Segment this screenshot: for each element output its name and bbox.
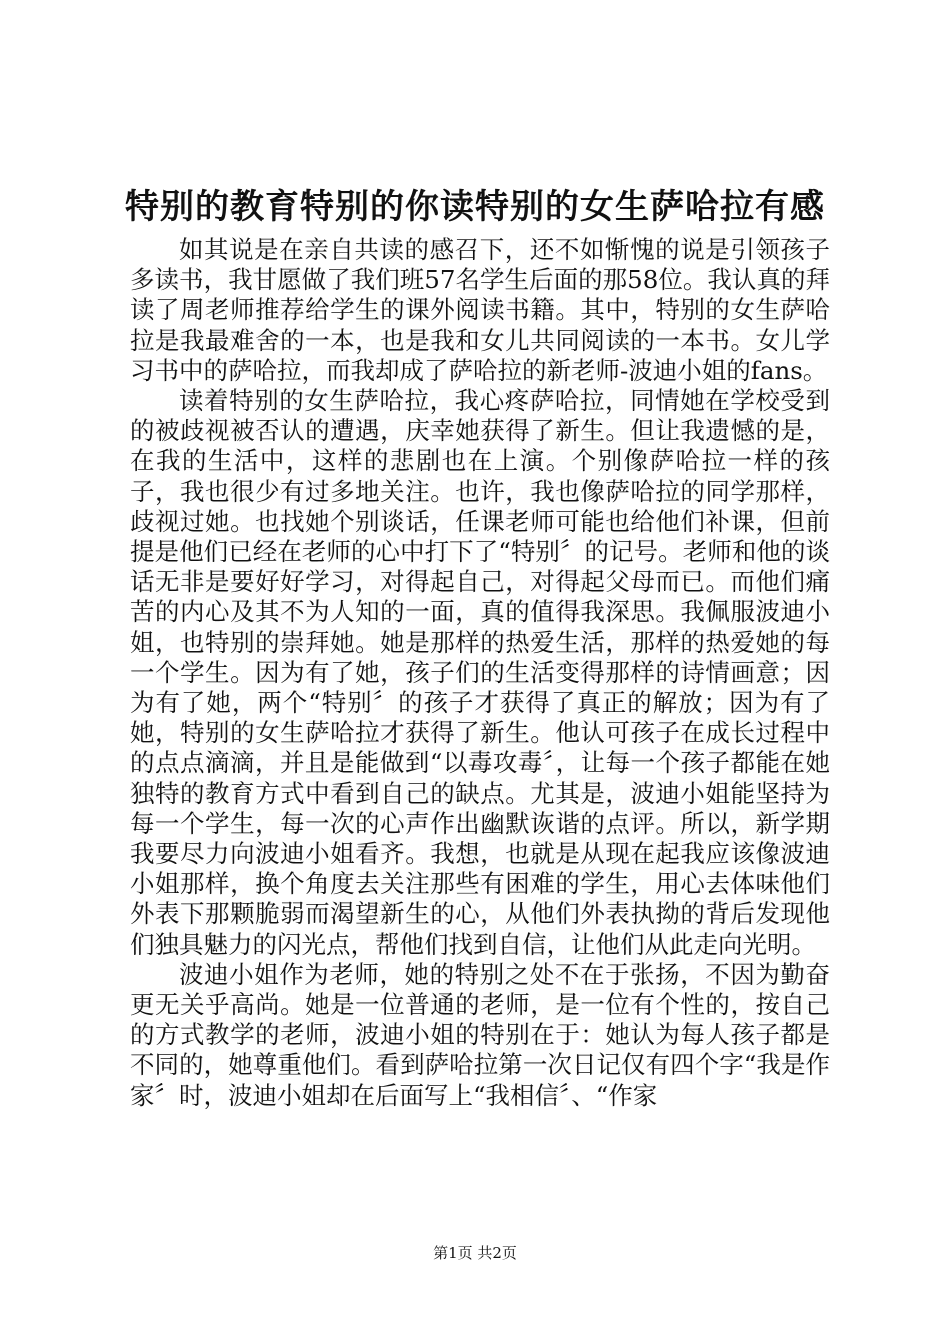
paragraph-2: 读着特别的女生萨哈拉，我心疼萨哈拉，同情她在学校受到的被歧视被否认的遭遇，庆幸她获得了新生。但让我遗憾的是，在我的生活中，这样的悲剧也在上演。个别像萨哈拉一样的孩子，我也很少有过多地关注。也许，我也像萨哈拉的同学那样，歧视过她。也找她个别谈话，任课老师可能也给他们补课，但前提是他们已经在老师的心中打下了“特别〞的记号。老师和他的谈话无非是要好好学习，对得起自己，对得起父母而已。而他们痛苦的内心及其不为人知的一面，真的值得我深思。我佩服波迪小姐，也特别的崇拜她。她是那样的热爱生活，那样的热爱她的每一个学生。因为有了她，孩子们的生活变得那样的诗情画意；因为有了她，两个“特别〞的孩子才获得了真正的解放；因为有了她，特别的女生萨哈拉才获得了新生。他认可孩子在成长过程中的点点滴滴，并且是能做到“以毒攻毒〞，让每一个孩子都能在她独特的教育方式中看到自己的缺点。尤其是，波迪小姐能坚持为每一个学生，每一次的心声作出幽默诙谐的点评。所以，新学期我要尽力向波迪小姐看齐。我想，也就是从现在起我应该像波迪小姐那样，换个角度去关注那些有困难的学生，用心去体味他们外表下那颗脆弱而渴望新生的心，从他们外表执拗的背后发现他们独具魅力的闪光点，帮他们找到自信，让他们从此走向光明。 bbox=[130, 386, 830, 959]
document-body bbox=[130, 235, 830, 1111]
paragraph-1: 如其说是在亲自共读的感召下，还不如惭愧的说是引领孩子多读书，我甘愿做了我们班57名学生后面的那58位。我认真的拜读了周老师推荐给学生的课外阅读书籍。其中，特别的女生萨哈拉是我最难舍的一本，也是我和女儿共同阅读的一本书。女儿学习书中的萨哈拉，而我却成了萨哈拉的新老师-波迪小姐的fans。 bbox=[130, 235, 830, 385]
document-title: 特别的教育特别的你读特别的女生萨哈拉有感 bbox=[125, 187, 825, 227]
page-footer: 第1页 共2页 bbox=[433, 1244, 517, 1262]
paragraph-3: 波迪小姐作为老师，她的特别之处不在于张扬，不因为勤奋更无关乎高尚。她是一位普通的老师，是一位有个性的，按自己的方式教学的老师，波迪小姐的特别在于：她认为每人孩子都是不同的，她尊重他们。看到萨哈拉第一次日记仅有四个字“我是作家〞时，波迪小姐却在后面写上“我相信〞、“作家 bbox=[130, 959, 830, 1110]
